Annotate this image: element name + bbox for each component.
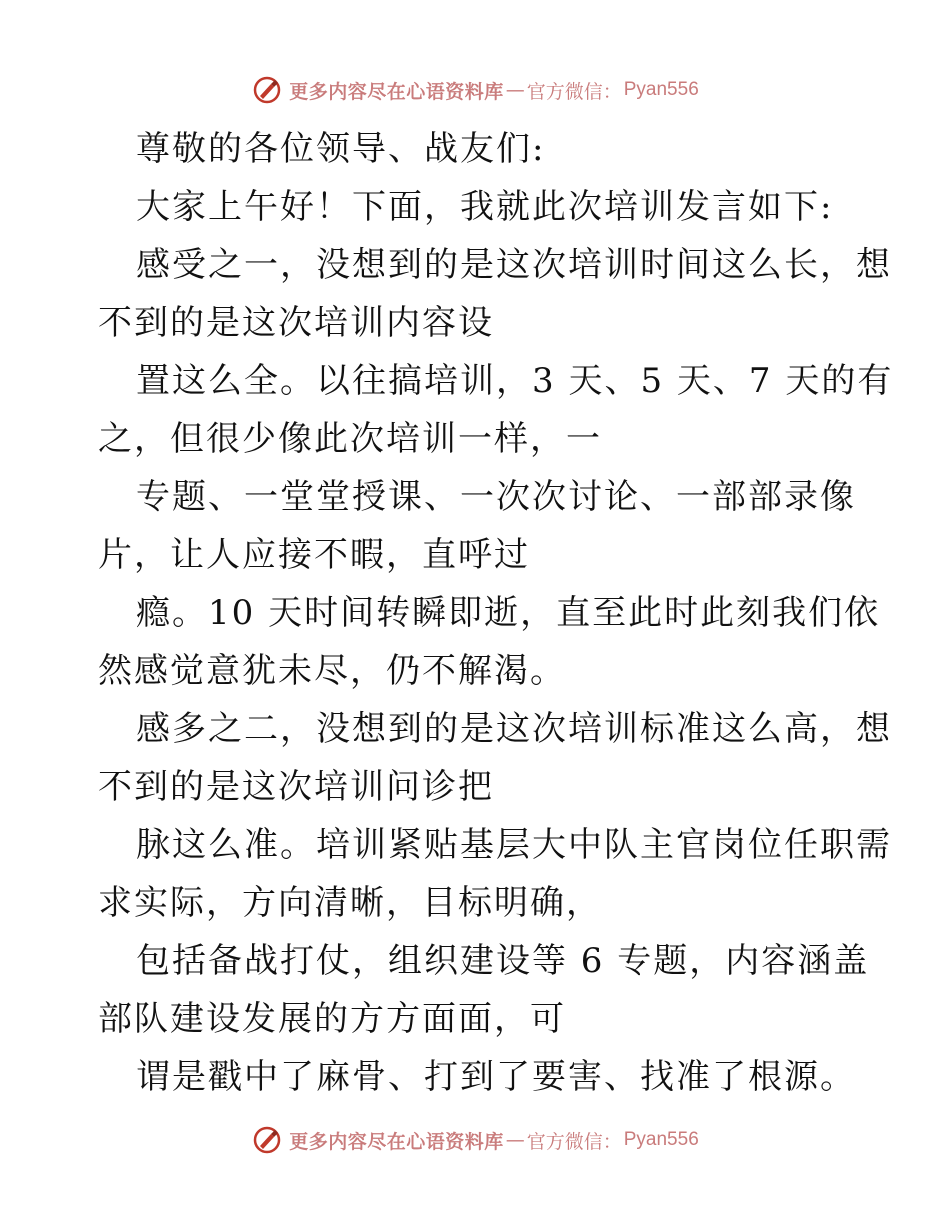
text-line: 感受之一，没想到的是这次培训时间这么长，想 xyxy=(136,245,892,285)
watermark-dash: — xyxy=(505,1129,525,1151)
text-line: 尊敬的各位领导、战友们: xyxy=(136,129,546,169)
text-line: 大家上午好！下面，我就此次培训发言如下: xyxy=(136,187,834,227)
pen-logo-icon xyxy=(251,1124,283,1156)
text-line: 脉这么准。培训紧贴基层大中队主官岗位任职需 xyxy=(136,825,892,865)
watermark-wechat-id: Pyan556 xyxy=(623,79,699,100)
watermark-wechat-id: Pyan556 xyxy=(623,1129,699,1150)
text-line: 不到的是这次培训问诊把 xyxy=(98,767,494,807)
text-line: 包括备战打仗，组织建设等 6 专题，内容涵盖 xyxy=(136,941,870,981)
text-line: 之，但很少像此次培训一样，一 xyxy=(98,419,602,459)
text-line: 然感觉意犹未尽，仍不解渴。 xyxy=(98,651,566,691)
watermark-label: 官方微信： xyxy=(526,1130,622,1153)
text-line: 瘾。10 天时间转瞬即逝，直至此时此刻我们依 xyxy=(136,593,881,633)
text-line: 感多之二，没想到的是这次培训标准这么高，想 xyxy=(136,709,892,749)
text-line: 不到的是这次培训内容设 xyxy=(98,303,494,343)
header-watermark xyxy=(0,70,950,110)
watermark-brand: 更多内容尽在心语资料库 xyxy=(289,80,504,103)
text-line: 求实际，方向清晰，目标明确， xyxy=(98,883,602,923)
footer-watermark xyxy=(0,1120,950,1160)
text-line: 置这么全。以往搞培训，3 天、5 天、7 天的有 xyxy=(136,361,894,401)
text-line: 专题、一堂堂授课、一次次讨论、一部部录像 xyxy=(136,477,856,517)
text-line: 部队建设发展的方方面面，可 xyxy=(98,999,566,1039)
text-line: 片，让人应接不暇，直呼过 xyxy=(98,535,530,575)
watermark-brand: 更多内容尽在心语资料库 xyxy=(289,1130,504,1153)
pen-logo-icon xyxy=(251,74,283,106)
watermark-dash: — xyxy=(505,79,525,101)
document-body xyxy=(98,120,894,1106)
text-line: 谓是戳中了麻骨、打到了要害、找准了根源。 xyxy=(136,1057,856,1097)
watermark-label: 官方微信： xyxy=(526,80,622,103)
